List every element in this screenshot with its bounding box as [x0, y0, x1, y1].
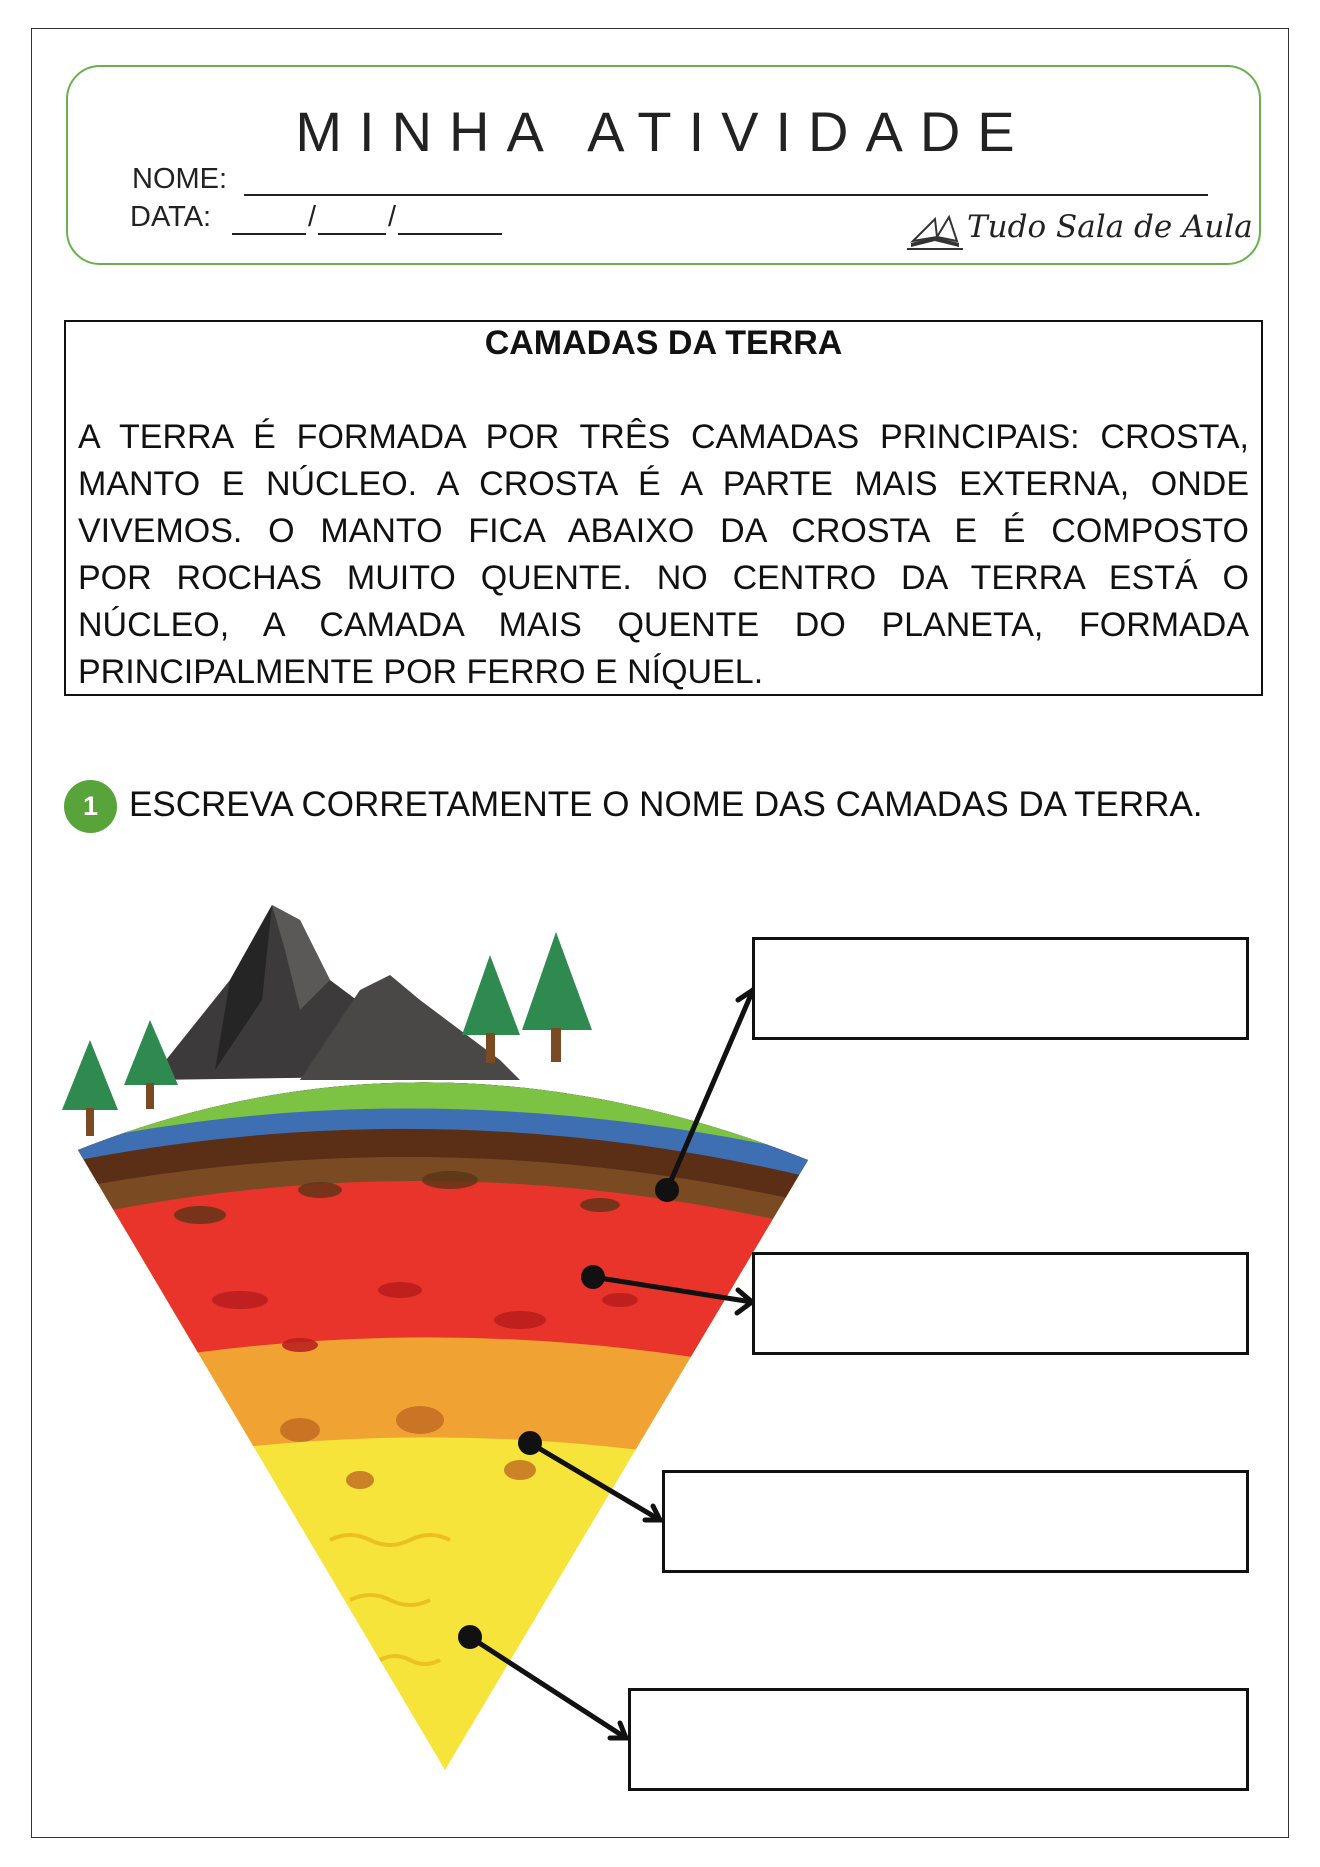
date-label: DATA:	[130, 201, 212, 233]
answer-box-inner-core[interactable]	[628, 1688, 1249, 1791]
pointer-dot	[518, 1431, 542, 1455]
answer-box-crust[interactable]	[752, 937, 1249, 1040]
answer-box-mantle[interactable]	[752, 1252, 1249, 1355]
question-text: ESCREVA CORRETAMENTE O NOME DAS CAMADAS DA TERRA.	[129, 785, 1203, 824]
reading-line: MANTO E NÚCLEO. A CROSTA É A PARTE MAIS EXTERNA, ONDE	[78, 465, 1249, 503]
mountain-icon	[150, 905, 520, 1080]
brand-text: Tudo Sala de Aula	[967, 209, 1253, 245]
pointer-dot	[458, 1625, 482, 1649]
question-number-badge: 1	[64, 780, 117, 833]
reading-line: PRINCIPALMENTE POR FERRO E NÍQUEL.	[78, 653, 764, 691]
pointer-dot	[581, 1265, 605, 1289]
reading-line: POR ROCHAS MUITO QUENTE. NO CENTRO DA TERRA ESTÁ O	[78, 559, 1249, 597]
name-label: NOME:	[132, 163, 228, 195]
date-separator: /	[388, 201, 397, 233]
reading-line: VIVEMOS. O MANTO FICA ABAIXO DA CROSTA E É COMPOSTO	[78, 512, 1249, 550]
date-separator: /	[308, 201, 317, 233]
reading-line: A TERRA É FORMADA POR TRÊS CAMADAS PRINCIPAIS: CROSTA,	[78, 418, 1249, 456]
page-title: MINHA ATIVIDADE	[295, 100, 1032, 163]
pointer-dot	[655, 1178, 679, 1202]
reading-line: NÚCLEO, A CAMADA MAIS QUENTE DO PLANETA, FORMADA	[78, 606, 1249, 644]
reading-title: CAMADAS DA TERRA	[484, 324, 843, 362]
answer-box-outer-core[interactable]	[662, 1470, 1249, 1573]
